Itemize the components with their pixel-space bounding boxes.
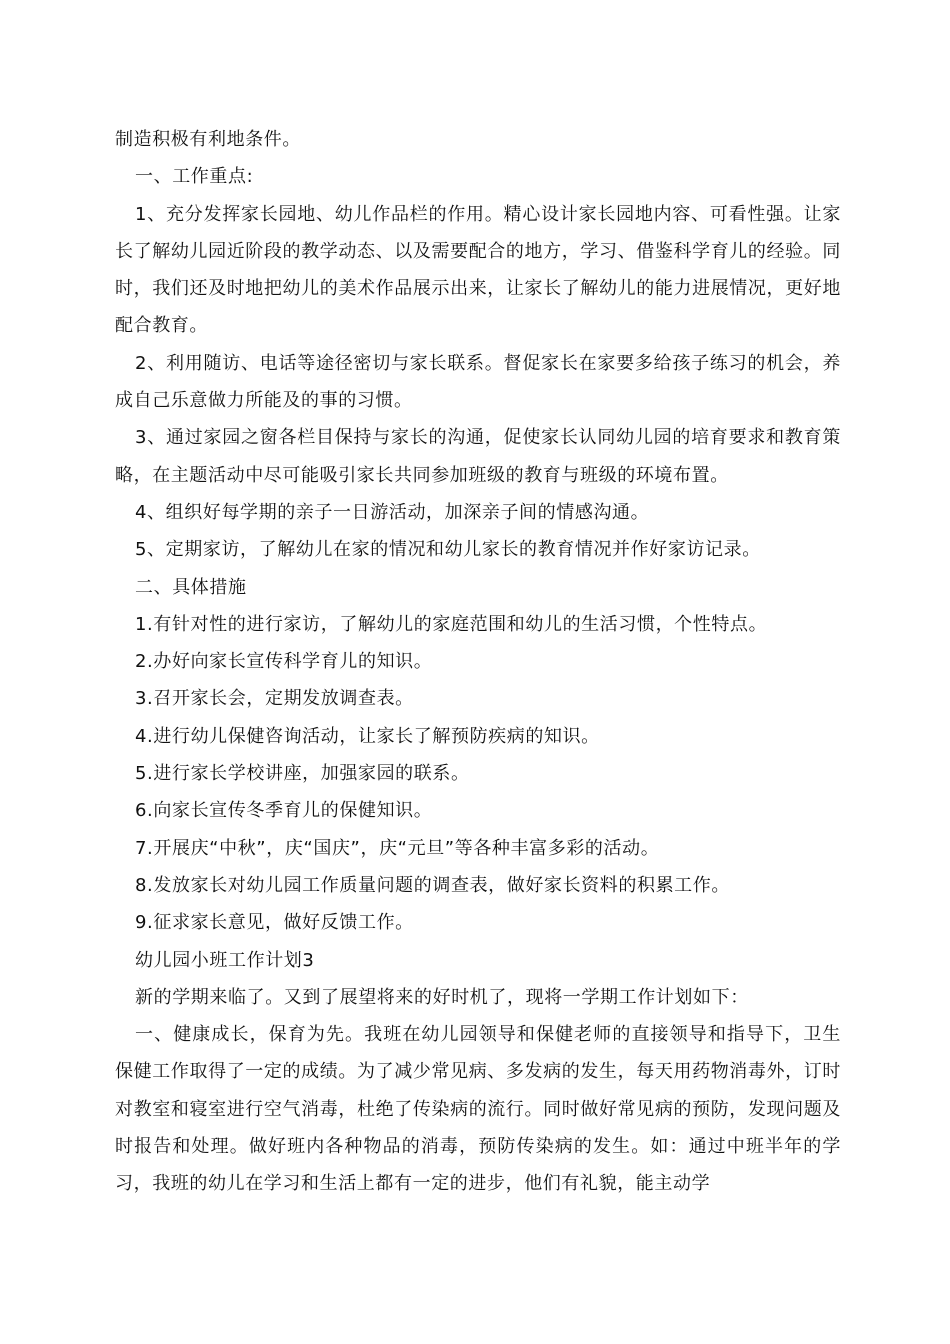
paragraph-focus-4: 4、组织好每学期的亲子一日游活动，加深亲子间的情感沟通。 [135, 501, 650, 523]
measure-item-9: 9.征求家长意见，做好反馈工作。 [135, 912, 414, 934]
paragraph-intro: 新的学期来临了。又到了展望将来的好时机了，现将一学期工作计划如下： [135, 986, 749, 1008]
measure-item-3: 3.召开家长会，定期发放调查表。 [135, 688, 414, 710]
paragraph-focus-1: 1、充分发挥家长园地、幼儿作品栏的作用。精心设计家长园地内容、可看性强。让家长了解幼儿园近阶段的教学动态、以及需要配合的地方，学习、借鉴科学育儿的经验。同时，我们还及时地把幼儿的美术作品展示出来，让家长了解幼儿的能力进展情况，更好地配合教育。 [115, 203, 841, 337]
measure-item-7: 7.开展庆“中秋”，庆“国庆”，庆“元旦”等各种丰富多彩的活动。 [135, 837, 660, 859]
measure-item-1: 1.有针对性的进行家访，了解幼儿的家庭范围和幼儿的生活习惯，个性特点。 [135, 613, 768, 635]
heading-work-focus: 一、工作重点: [135, 166, 254, 188]
paragraph-focus-5: 5、定期家访，了解幼儿在家的情况和幼儿家长的教育情况并作好家访记录。 [135, 539, 761, 561]
document-body [115, 121, 841, 1203]
heading-specific-measures: 二、具体措施 [135, 576, 247, 598]
section-title-plan-3: 幼儿园小班工作计划3 [135, 949, 315, 971]
measure-item-4: 4.进行幼儿保健咨询活动，让家长了解预防疾病的知识。 [135, 725, 600, 747]
paragraph-health: 一、健康成长，保育为先。我班在幼儿园领导和保健老师的直接领导和指导下，卫生保健工作取得了一定的成绩。为了减少常见病、多发病的发生，每天用药物消毒外，订时对教室和寝室进行空气消毒，杜绝了传染病的流行。同时做好常见病的预防，发现问题及时报告和处理。做好班内各种物品的消毒，预防传染病的发生。如：通过中班半年的学习，我班的幼儿在学习和生活上都有一定的进步，他们有礼貌，能主动学 [115, 1024, 841, 1195]
paragraph-1: 制造积极有利地条件。 [115, 129, 301, 150]
paragraph-focus-2: 2、利用随访、电话等途径密切与家长联系。督促家长在家要多给孩子练习的机会，养成自己乐意做力所能及的事的习惯。 [115, 352, 841, 412]
measure-item-8: 8.发放家长对幼儿园工作质量问题的调查表，做好家长资料的积累工作。 [135, 874, 730, 896]
paragraph-focus-3: 3、通过家园之窗各栏目保持与家长的沟通，促使家长认同幼儿园的培育要求和教育策略，在主题活动中尽可能吸引家长共同参加班级的教育与班级的环境布置。 [115, 427, 841, 486]
measure-item-6: 6.向家长宣传冬季育儿的保健知识。 [135, 800, 433, 822]
measure-item-2: 2.办好向家长宣传科学育儿的知识。 [135, 651, 433, 673]
measure-item-5: 5.进行家长学校讲座，加强家园的联系。 [135, 763, 470, 785]
